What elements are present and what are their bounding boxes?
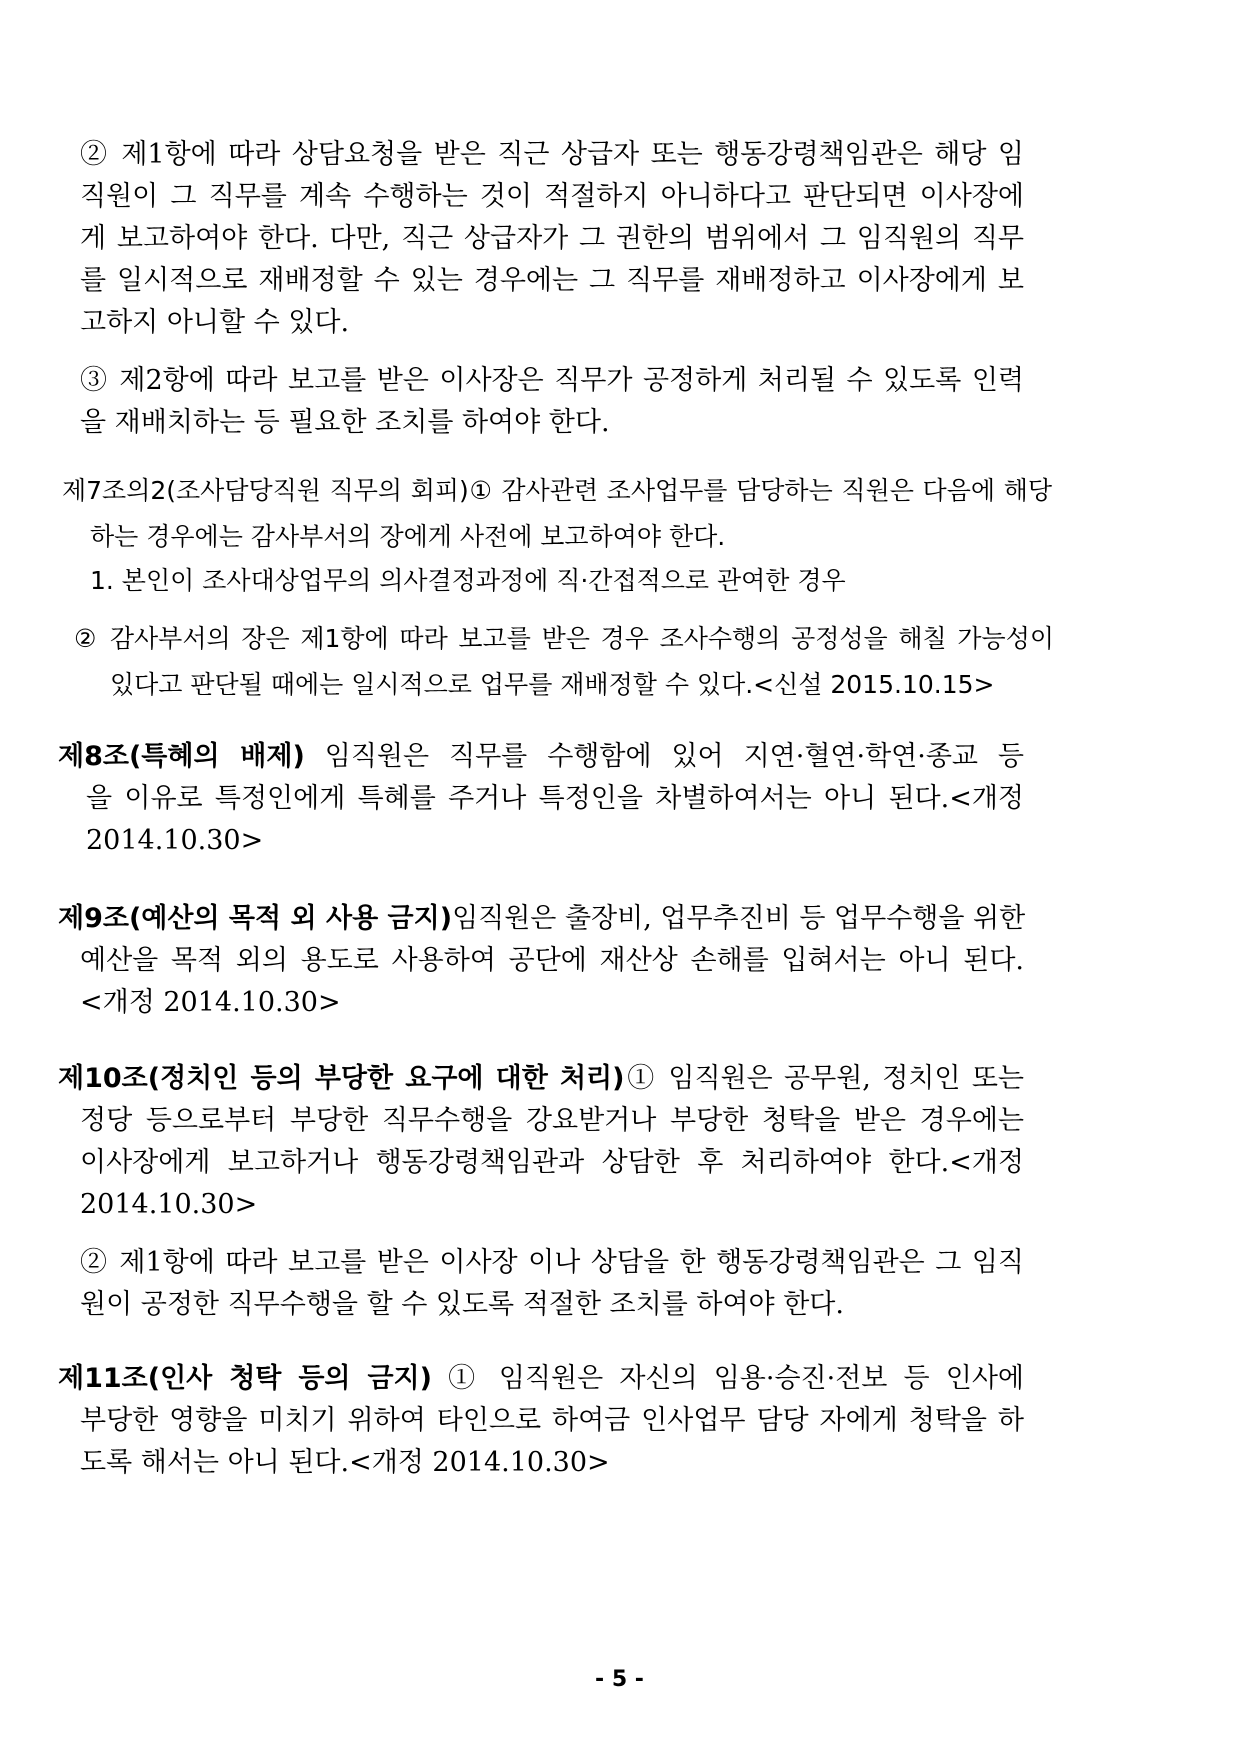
article-title: 제8조(특혜의 배제) <box>58 741 305 772</box>
text-line: 을 재배치하는 등 필요한 조치를 하여야 한다. <box>80 407 610 438</box>
text-line: ③ 제2항에 따라 보고를 받은 이사장은 직무가 공정하게 처리될 수 있도록 인력 <box>80 365 1024 396</box>
text-line: 정당 등으로부터 부당한 직무수행을 강요받거나 부당한 청탁을 받은 경우에는 <box>80 1105 1024 1136</box>
text-line: 예산을 목적 외의 용도로 사용하여 공단에 재산상 손해를 입혀서는 아니 된다. <box>80 945 1024 976</box>
text-line: ② 감사부서의 장은 제1항에 따라 보고를 받은 경우 조사수행의 공정성을 해칠 가능성이 <box>74 624 1054 653</box>
text-line: 부당한 영향을 미치기 위하여 타인으로 하여금 인사업무 담당 자에게 청탁을 하 <box>80 1405 1024 1436</box>
text-line: 고하지 아니할 수 있다. <box>80 307 350 338</box>
text-line: ② 제1항에 따라 보고를 받은 이사장 이나 상담을 한 행동강령책임관은 그 임직 <box>80 1247 1024 1278</box>
text-line: 도록 해서는 아니 된다.<개정 2014.10.30> <box>80 1447 610 1478</box>
text-line: 2014.10.30> <box>80 1189 258 1220</box>
article-heading-line: 제10조(정치인 등의 부당한 요구에 대한 처리)① 임직원은 공무원, 정치인 또는 <box>58 1063 1024 1094</box>
article-heading-line: 제11조(인사 청탁 등의 금지) ① 임직원은 자신의 임용·승진·전보 등 인사에 <box>58 1363 1024 1394</box>
list-item: 1. 본인이 조사대상업무의 의사결정과정에 직·간접적으로 관여한 경우 <box>90 566 846 595</box>
text-line: ② 제1항에 따라 상담요청을 받은 직근 상급자 또는 행동강령책임관은 해당 임 <box>80 139 1024 170</box>
article-heading-line: 제7조의2(조사담당직원 직무의 회피)① 감사관련 조사업무를 담당하는 직원은 다음에 해당 <box>62 476 1052 505</box>
article-title: 제10조(정치인 등의 부당한 요구에 대한 처리) <box>58 1063 625 1094</box>
text-line: 원이 공정한 직무수행을 할 수 있도록 적절한 조치를 하여야 한다. <box>80 1289 844 1320</box>
article-heading-line: 제9조(예산의 목적 외 사용 금지)임직원은 출장비, 업무추진비 등 업무수행을 위한 <box>58 903 1026 934</box>
text-line: 을 이유로 특정인에게 특혜를 주거나 특정인을 차별하여서는 아니 된다.<개정 <box>86 783 1024 814</box>
text-line: 게 보고하여야 한다. 다만, 직근 상급자가 그 권한의 범위에서 그 임직원의 직무 <box>80 223 1024 254</box>
text-line: 하는 경우에는 감사부서의 장에게 사전에 보고하여야 한다. <box>90 522 726 551</box>
text-line: 직원이 그 직무를 계속 수행하는 것이 적절하지 아니하다고 판단되면 이사장에 <box>80 181 1024 212</box>
page-number: - 5 - <box>595 1667 644 1692</box>
text-line: 를 일시적으로 재배정할 수 있는 경우에는 그 직무를 재배정하고 이사장에게 보 <box>80 265 1024 296</box>
article-heading-line: 제8조(특혜의 배제) 임직원은 직무를 수행함에 있어 지연·혈연·학연·종교 등 <box>58 741 1025 772</box>
article-title: 제9조(예산의 목적 외 사용 금지) <box>58 903 453 934</box>
text-line: 이사장에게 보고하거나 행동강령책임관과 상담한 후 처리하여야 한다.<개정 <box>80 1147 1024 1178</box>
text-line: 2014.10.30> <box>86 825 264 856</box>
text-line: 있다고 판단될 때에는 일시적으로 업무를 재배정할 수 있다.<신설 2015.10.15> <box>110 670 995 699</box>
article-title: 제11조(인사 청탁 등의 금지) <box>58 1363 432 1394</box>
text-line: <개정 2014.10.30> <box>80 987 341 1018</box>
